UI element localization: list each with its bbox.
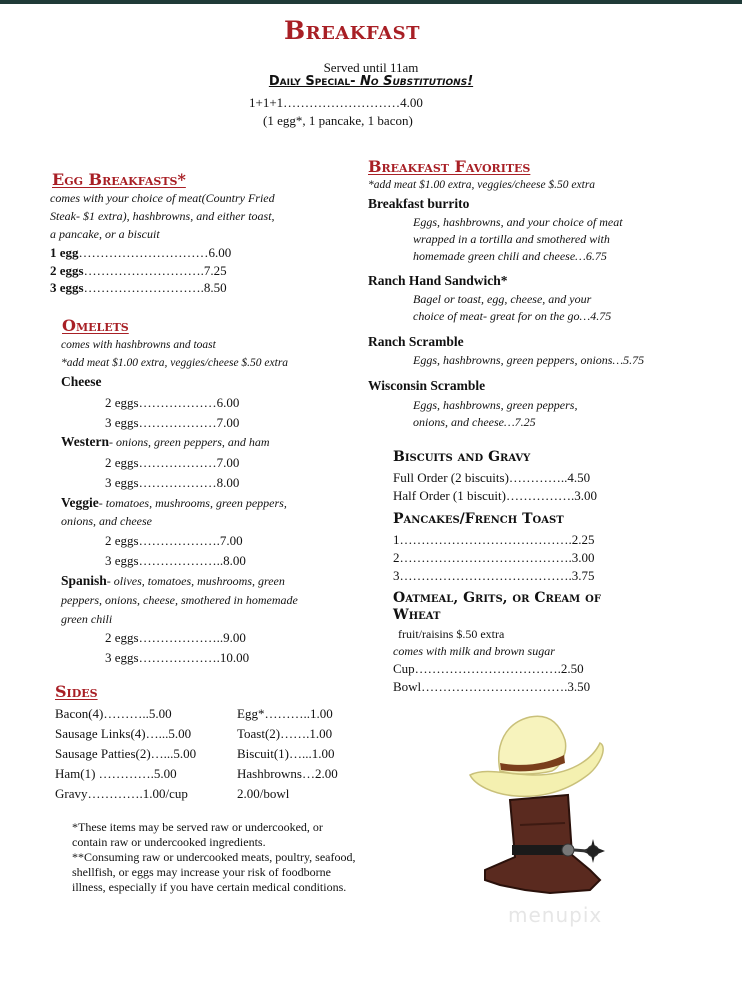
oatmeal-heading: Oatmeal, Grits, or Cream of bbox=[393, 590, 601, 606]
omelet-veggie-desc: onions, and cheese bbox=[61, 514, 152, 528]
footnote-line: **Consuming raw or undercooked meats, poultry, seafood, bbox=[72, 850, 356, 864]
menu-item: 2 eggs………………6.00 bbox=[105, 395, 240, 410]
item-ranch-scramble: Ranch Scramble bbox=[368, 334, 464, 349]
omelet-spanish: Spanish- olives, tomatoes, mushrooms, green bbox=[61, 573, 285, 588]
omelet-veggie: Veggie- tomatoes, mushrooms, green peppers, bbox=[61, 495, 287, 510]
menu-item: 2 eggs………………7.00 bbox=[105, 455, 240, 470]
egg-breakfasts-heading: Egg Breakfasts* bbox=[52, 170, 186, 189]
side-item: 2.00/bowl bbox=[237, 786, 290, 801]
oatmeal-heading-2: Wheat bbox=[393, 607, 441, 623]
side-item: Hashbrowns…2.00 bbox=[237, 766, 338, 781]
item-wisconsin-scramble: Wisconsin Scramble bbox=[368, 378, 486, 393]
daily-special-label: Daily Special- bbox=[268, 74, 356, 89]
omelet-cheese: Cheese bbox=[61, 374, 102, 389]
item-desc: homemade green chili and cheese…6.75 bbox=[413, 249, 607, 263]
side-item: Ham(1) ………….5.00 bbox=[55, 766, 177, 781]
menupix-watermark: menupix bbox=[508, 903, 603, 927]
omelets-desc: comes with hashbrowns and toast bbox=[61, 339, 216, 351]
menu-item: 2………………………………….3.00 bbox=[393, 550, 595, 565]
omelet-western: Western- onions, green peppers, and ham bbox=[61, 434, 270, 449]
omelet-spanish-desc-3: green chili bbox=[61, 612, 113, 626]
side-item: Gravy………….1.00/cup bbox=[55, 786, 188, 801]
menu-item: Half Order (1 biscuit)…………….3.00 bbox=[393, 488, 597, 503]
menu-item: Cup…………………………….2.50 bbox=[393, 661, 584, 676]
item-desc: Eggs, hashbrowns, green peppers, bbox=[413, 398, 578, 412]
side-item: Egg*………..1.00 bbox=[237, 706, 333, 721]
side-item: Toast(2)…….1.00 bbox=[237, 726, 333, 741]
footnote-line: *These items may be served raw or undercooked, or bbox=[72, 820, 323, 834]
item-desc: Eggs, hashbrowns, green peppers, onions…5.75 bbox=[413, 353, 645, 367]
menu-item: 3 eggs………………..8.00 bbox=[105, 553, 246, 568]
side-item: Sausage Patties(2)…...5.00 bbox=[55, 746, 197, 761]
pancakes-heading: Pancakes/French Toast bbox=[393, 511, 564, 527]
footnote-line: shellfish, or eggs may increase your risk of foodborne bbox=[72, 865, 331, 879]
daily-special-line: 1+1+1………………………4.00 bbox=[249, 95, 423, 110]
page-title: Breakfast bbox=[284, 16, 421, 45]
top-border bbox=[0, 0, 742, 4]
menu-item: 1 egg…………………………6.00 bbox=[50, 245, 232, 260]
item-desc: Bagel or toast, egg, cheese, and your bbox=[413, 292, 592, 306]
served-hours: Served until 11am bbox=[323, 60, 419, 75]
menu-item: 2 eggs……………………….7.25 bbox=[50, 263, 227, 278]
menu-item: 3………………………………….3.75 bbox=[393, 568, 595, 583]
footnote-line: contain raw or undercooked ingredients. bbox=[72, 835, 266, 849]
daily-special-note: No Substitutions! bbox=[360, 74, 474, 89]
cowboy-illustration bbox=[440, 705, 640, 905]
footnote-line: illness, especially if you have certain medical conditions. bbox=[72, 880, 347, 894]
menu-item: 1………………………………….2.25 bbox=[393, 532, 595, 547]
daily-special-desc: (1 egg*, 1 pancake, 1 bacon) bbox=[263, 113, 413, 128]
egg-breakfasts-desc-1: comes with your choice of meat(Country Fried bbox=[50, 191, 275, 205]
menu-item: Bowl…………………………….3.50 bbox=[393, 679, 591, 694]
omelet-spanish-desc-2: peppers, onions, cheese, smothered in homemade bbox=[61, 593, 298, 607]
item-ranch-hand-sandwich: Ranch Hand Sandwich* bbox=[368, 273, 508, 288]
side-item: Biscuit(1)…...1.00 bbox=[237, 746, 335, 761]
omelets-heading: Omelets bbox=[62, 316, 129, 335]
menu-item: 3 eggs……………………….8.50 bbox=[50, 280, 227, 295]
menu-item: Full Order (2 biscuits)…………..4.50 bbox=[393, 470, 591, 485]
menu-item: 3 eggs………………7.00 bbox=[105, 415, 240, 430]
egg-breakfasts-desc-2: Steak- $1 extra), hashbrowns, and either toast, bbox=[50, 209, 275, 223]
menu-item: 3 eggs………………8.00 bbox=[105, 475, 240, 490]
item-desc: Eggs, hashbrowns, and your choice of meat bbox=[413, 215, 623, 229]
daily-special-heading bbox=[0, 74, 742, 89]
item-desc: choice of meat- great for on the go…4.75 bbox=[413, 309, 612, 323]
menu-item: 3 eggs……………….10.00 bbox=[105, 650, 250, 665]
favorites-note: *add meat $1.00 extra, veggies/cheese $.50 extra bbox=[368, 179, 596, 191]
sides-heading: Sides bbox=[55, 682, 98, 701]
item-desc: onions, and cheese…7.25 bbox=[413, 415, 536, 429]
menu-item: 2 eggs……………….7.00 bbox=[105, 533, 243, 548]
boot-icon bbox=[485, 795, 600, 893]
side-item: Sausage Links(4)…...5.00 bbox=[55, 726, 192, 741]
side-item: Bacon(4)………..5.00 bbox=[55, 706, 172, 721]
menu-item: 2 eggs………………..9.00 bbox=[105, 630, 246, 645]
biscuits-heading: Biscuits and Gravy bbox=[393, 449, 531, 465]
egg-breakfasts-desc-3: a pancake, or a biscuit bbox=[50, 227, 160, 241]
omelets-extra: *add meat $1.00 extra, veggies/cheese $.50 extra bbox=[61, 357, 289, 369]
item-breakfast-burrito: Breakfast burrito bbox=[368, 196, 470, 211]
oatmeal-note-2: comes with milk and brown sugar bbox=[393, 644, 555, 658]
oatmeal-note: fruit/raisins $.50 extra bbox=[398, 627, 505, 641]
item-desc: wrapped in a tortilla and smothered with bbox=[413, 232, 610, 246]
favorites-heading: Breakfast Favorites bbox=[368, 157, 531, 176]
